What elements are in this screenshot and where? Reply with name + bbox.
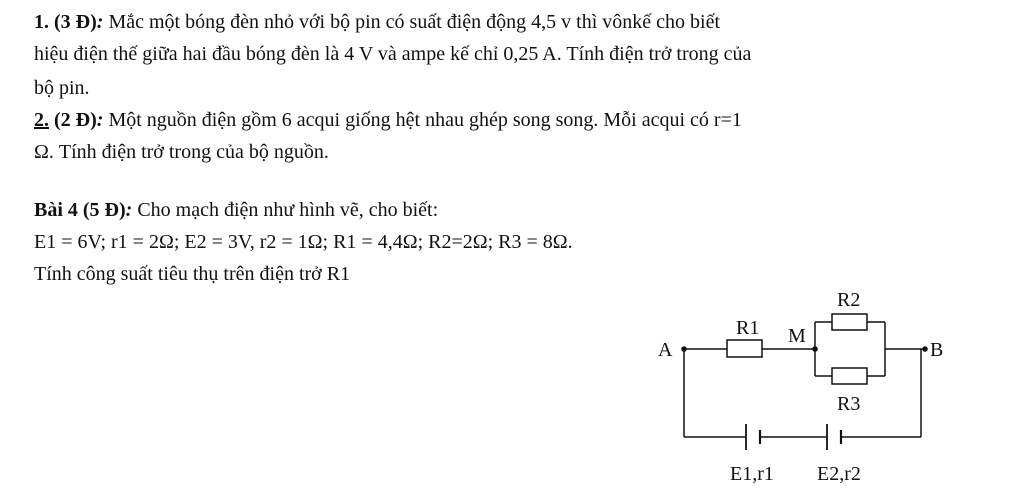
label-m: M	[788, 325, 806, 347]
label-r3: R3	[837, 393, 861, 415]
problem-4-given-values: E1 = 6V; r1 = 2Ω; E2 = 3V, r2 = 1Ω; R1 = 4,4Ω; R2=2Ω; R3 = 8Ω.	[34, 231, 573, 253]
label-a: A	[658, 339, 673, 361]
circuit-diagram	[640, 276, 970, 488]
problem-2-number: 2.	[34, 109, 49, 131]
problem-4-text-1: Cho mạch điện như hình vẽ, cho biết:	[132, 199, 439, 221]
resistor-r3	[832, 368, 867, 384]
label-source-2: E2,r2	[817, 463, 861, 485]
problem-1-colon: :	[96, 11, 104, 33]
problem-2-text-1: Một nguồn điện gồm 6 acqui giống hệt nhau ghép song song. Mỗi acqui có r=1	[103, 109, 742, 131]
problem-2-line-1	[34, 108, 742, 132]
battery-e2	[827, 424, 841, 450]
resistor-r1	[727, 340, 762, 357]
problem-2-line-2: Ω. Tính điện trở trong của bộ nguồn.	[34, 141, 329, 163]
problem-1-text-1: Mắc một bóng đèn nhỏ với bộ pin có suất điện động 4,5 v thì vônkế cho biết	[103, 11, 721, 33]
problem-1-number: 1. (3 Đ)	[34, 11, 97, 33]
node-m-dot	[812, 346, 818, 352]
problem-1-line-3: bộ pin.	[34, 77, 90, 99]
label-b: B	[930, 339, 944, 361]
problem-1-line-1	[34, 10, 720, 34]
battery-e1	[746, 424, 760, 450]
label-source-1: E1,r1	[730, 463, 774, 485]
node-a-dot	[681, 346, 687, 352]
node-b-dot	[922, 346, 928, 352]
problem-2-points: (2 Đ)	[49, 109, 97, 131]
label-r1: R1	[736, 317, 760, 339]
label-r2: R2	[837, 289, 861, 311]
problem-1-line-2: hiệu điện thế giữa hai đầu bóng đèn là 4 V và ampe kế chỉ 0,25 A. Tính điện trở trong của	[34, 43, 752, 65]
problem-4-number: Bài 4 (5 Đ)	[34, 199, 126, 221]
resistor-r2	[832, 314, 867, 330]
problem-4-colon: :	[125, 199, 133, 221]
problem-2-colon: :	[96, 109, 104, 131]
problem-4-question: Tính công suất tiêu thụ trên điện trở R1	[34, 263, 351, 285]
problem-4-line-1	[34, 198, 438, 222]
